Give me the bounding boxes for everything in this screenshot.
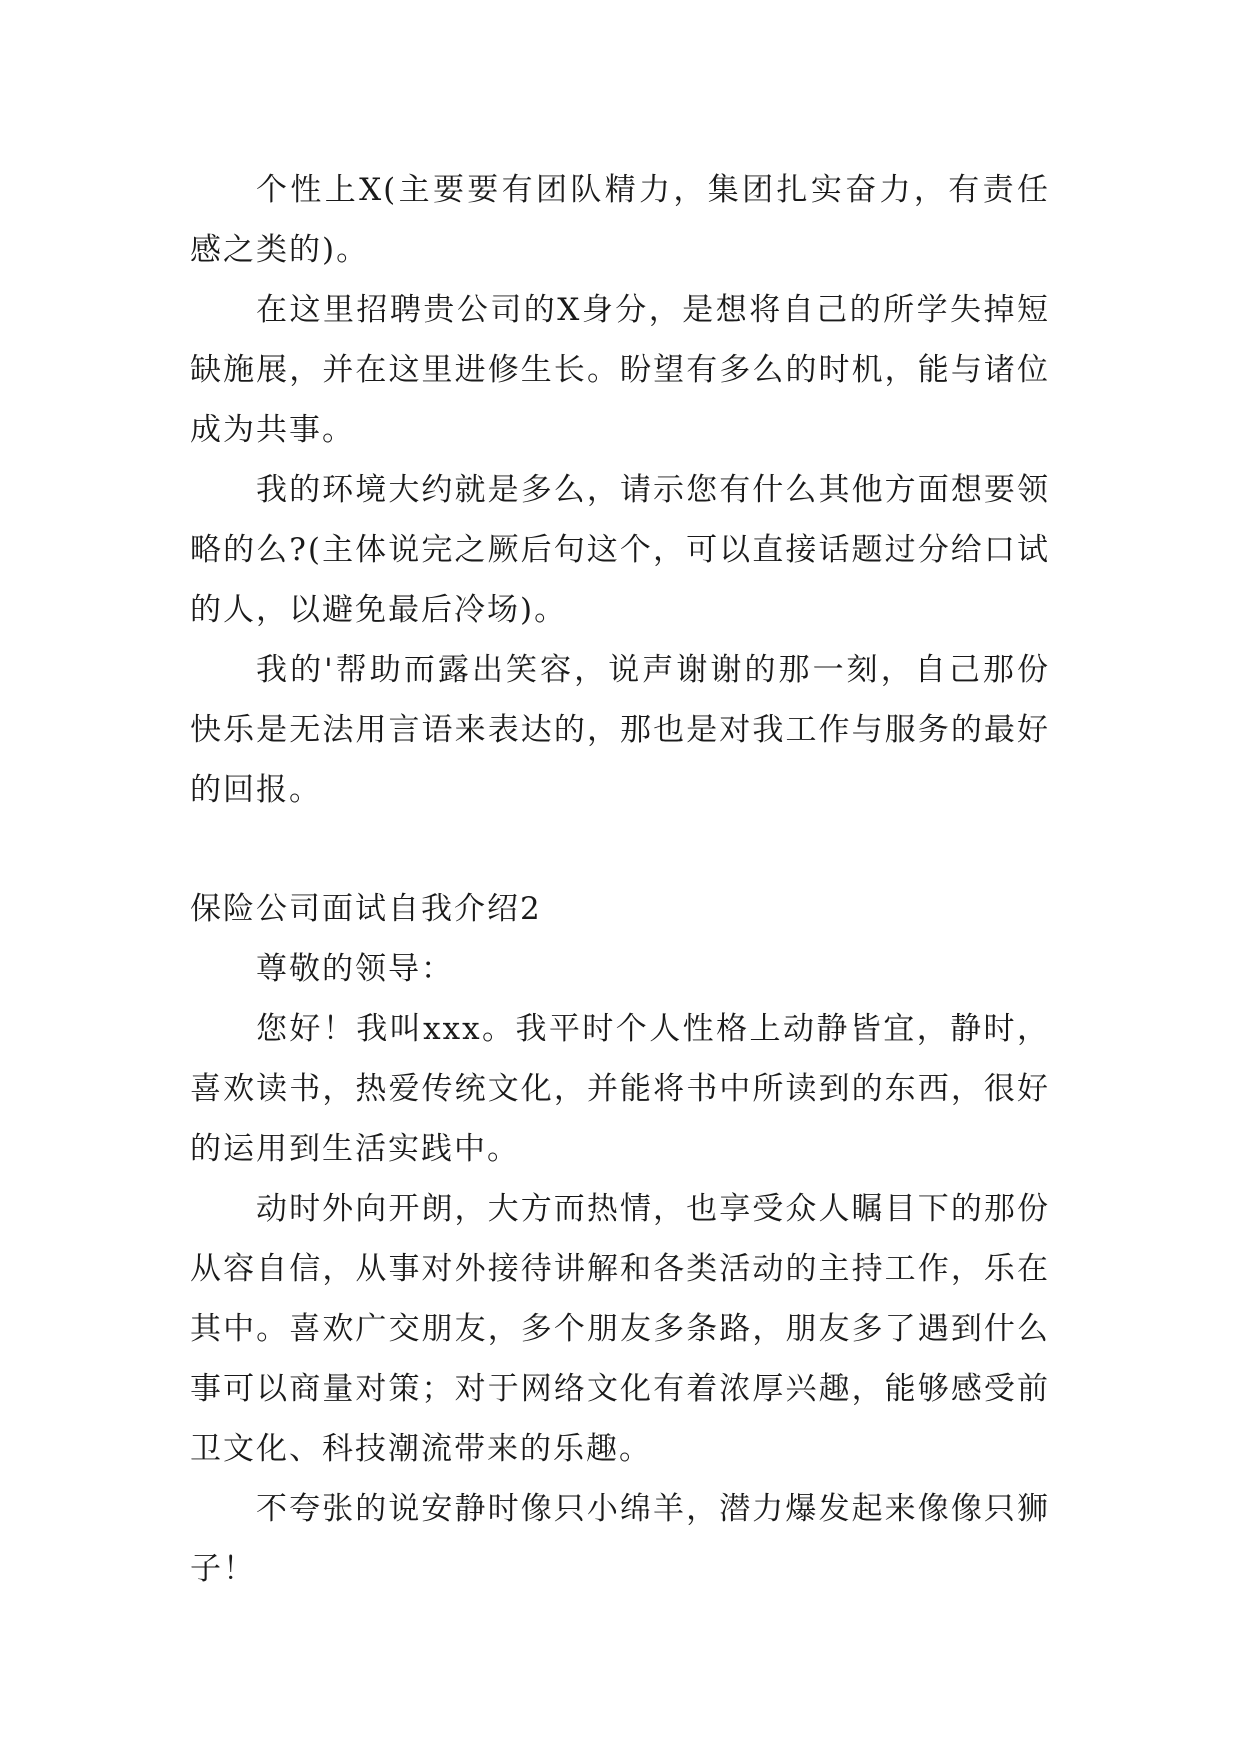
paragraph: 我的环境大约就是多么，请示您有什么其他方面想要领略的么?(主体说完之厥后句这个，可以直接话题过分给口试的人，以避免最后冷场)。	[190, 472, 1050, 628]
paragraph: 不夸张的说安静时像只小绵羊，潜力爆发起来像像只狮子！	[190, 1491, 1050, 1587]
paragraph: 动时外向开朗，大方而热情，也享受众人瞩目下的那份从容自信，从事对外接待讲解和各类活动的主持工作，乐在其中。喜欢广交朋友，多个朋友多条路，朋友多了遇到什么事可以商量对策；对于网络文化有着浓厚兴趣，能够感受前卫文化、科技潮流带来的乐趣。	[190, 1191, 1050, 1467]
paragraph: 在这里招聘贵公司的X身分，是想将自己的所学失掉短缺施展，并在这里进修生长。盼望有多么的时机，能与诸位成为共事。	[190, 292, 1050, 448]
paragraph: 您好！我叫xxx。我平时个人性格上动静皆宜，静时，喜欢读书，热爱传统文化，并能将书中所读到的东西，很好的运用到生活实践中。	[190, 1011, 1050, 1167]
paragraph: 我的'帮助而露出笑容，说声谢谢的那一刻，自己那份快乐是无法用言语来表达的，那也是对我工作与服务的最好的回报。	[190, 652, 1050, 808]
document-body	[190, 160, 1050, 1599]
paragraph: 个性上X(主要要有团队精力，集团扎实奋力，有责任感之类的)。	[190, 172, 1050, 268]
section-heading: 保险公司面试自我介绍2	[190, 891, 542, 927]
salutation: 尊敬的领导：	[256, 951, 454, 987]
